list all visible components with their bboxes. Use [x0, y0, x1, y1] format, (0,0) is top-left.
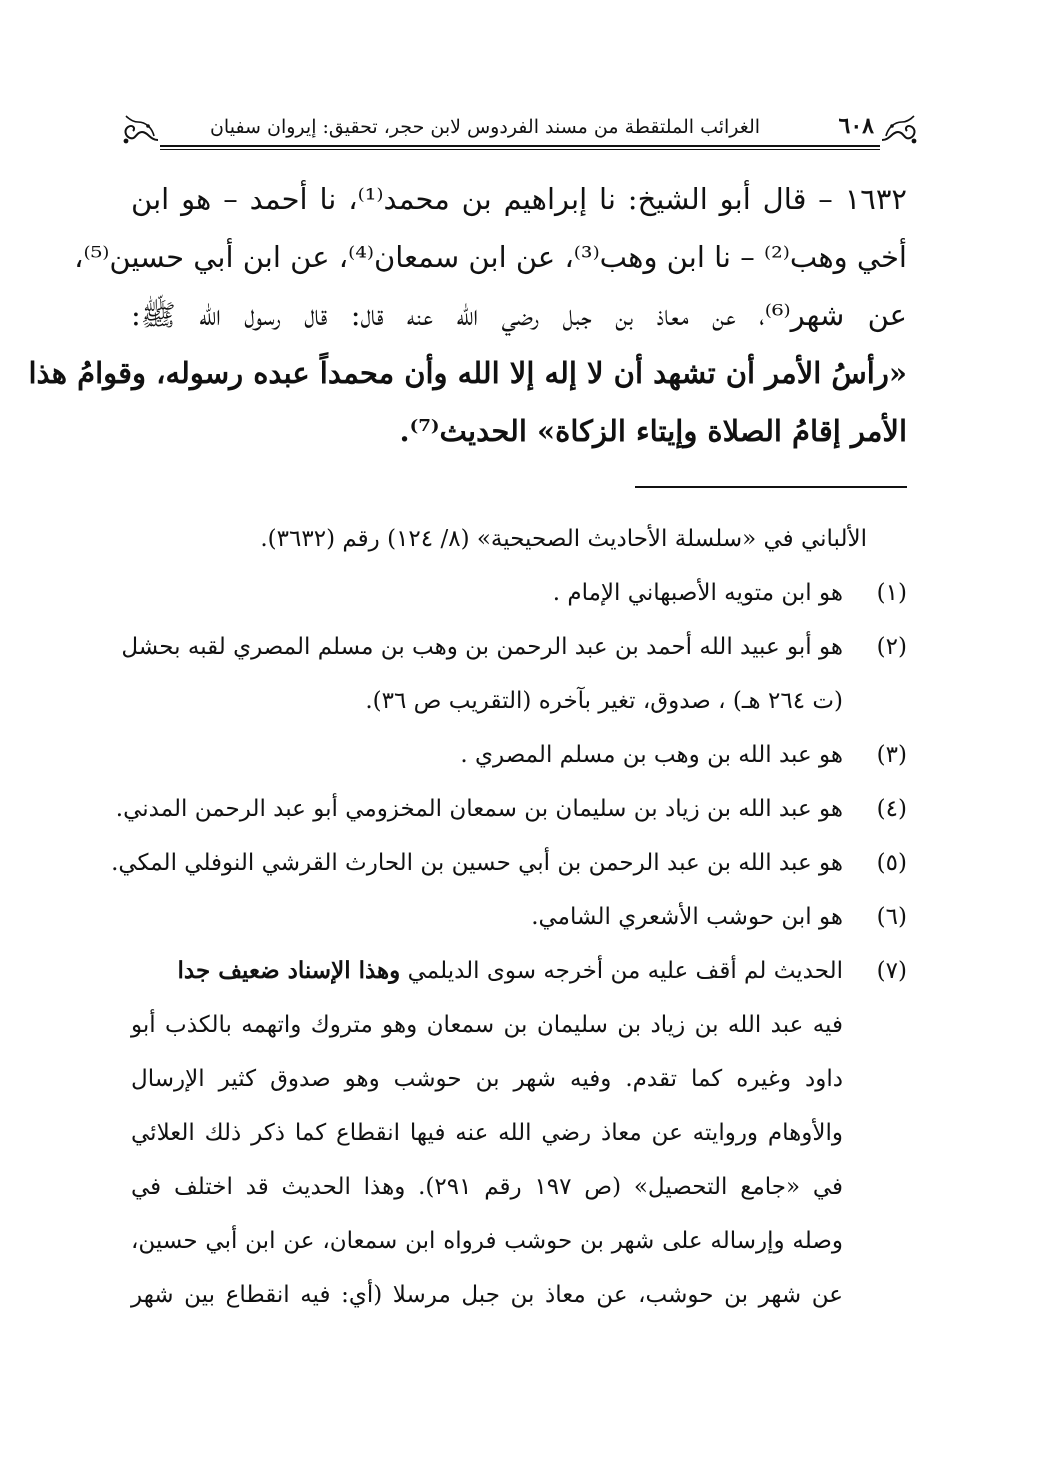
running-title: الغرائب الملتقطة من مسند الفردوس لابن حجر، تحقيق: إيروان سفيان: [209, 116, 761, 138]
footnote-text: هو عبد الله بن عبد الرحمن بن أبي حسين بن الحارث القرشي النوفلي المكي.: [111, 850, 843, 876]
footnote-7: [131, 944, 907, 998]
footnote-text: في «جامع التحصيل» (ص ١٩٧ رقم ٢٩١). وهذا الحديث قد اختلف في: [131, 1174, 844, 1200]
footnote-text: عن شهر بن حوشب، عن معاذ بن جبل مرسلا (أي: فيه انقطاع بين شهر: [131, 1282, 843, 1308]
footnote-verdict: وهذا الإسناد ضعيف جدا: [177, 957, 401, 984]
footnote-number: (٤): [876, 796, 907, 822]
footnote-number: (٧): [876, 958, 907, 984]
text-line: أخي وهب⁽²⁾ – نا ابن وهب⁽³⁾، عن ابن سمعان⁽⁴⁾، عن ابن أبي حسين⁽⁵⁾،: [74, 240, 907, 274]
footnote-text: وصله وإرساله على شهر بن حوشب فرواه ابن سمعان، عن ابن أبي حسين،: [131, 1228, 843, 1254]
footnote-number: (٦): [876, 904, 907, 930]
footnote-number: (٢): [876, 634, 907, 660]
footnote-text: هو عبد الله بن وهب بن مسلم المصري .: [460, 742, 843, 768]
footnote-text: (ت ٢٦٤ هـ) ، صدوق، تغير بآخره (التقريب ص ٣٦).: [365, 688, 843, 714]
text-line: عن شهر⁽⁶⁾، عن معاذ بن جبل رضي الله عنه قال: قال رسول الله ﷺ:: [131, 298, 907, 332]
footnote-text: الحديث لم أقف عليه من أخرجه سوى الديلمي وهذا الإسناد ضعيف جدا: [177, 957, 843, 984]
footnote-4: [115, 782, 907, 836]
hadith-text-line: «رأسُ الأمر أن تشهد أن لا إله إلا الله وأن محمداً عبده رسوله، وقوامُ هذا: [28, 356, 907, 390]
text-line: ١٦٣٢ – قال أبو الشيخ: نا إبراهيم بن محمد⁽¹⁾، نا أحمد – هو ابن: [131, 182, 907, 216]
footnote-text: هو عبد الله بن زياد بن سليمان بن سمعان المخزومي أبو عبد الرحمن المدني.: [115, 796, 843, 822]
footnote-7-cont: [131, 998, 907, 1052]
footnote-2: [121, 620, 907, 674]
footnote-2-cont: [131, 674, 907, 728]
footnote-7-cont: [131, 1214, 907, 1268]
footnote-5: [111, 836, 907, 890]
footnote-continuation: الألباني في «سلسلة الأحاديث الصحيحية» (٨/ ١٢٤) رقم (٣٦٣٢).: [260, 526, 867, 552]
main-text: [28, 170, 907, 460]
footnote-7-cont: [131, 1268, 907, 1322]
footnote-7-cont: [131, 1052, 907, 1106]
footnote-number: (٣): [876, 742, 907, 768]
footnote-3: [131, 728, 907, 782]
footnote-number: (١): [876, 580, 907, 606]
footnote-6: [131, 890, 907, 944]
footnote-text: فيه عبد الله بن زياد بن سليمان بن سمعان وهو متروك واتهمه بالكذب أبو: [131, 1012, 843, 1038]
footnote-1: [131, 566, 907, 620]
flourish-ornament-icon: [880, 114, 920, 146]
footnote-text: هو أبو عبيد الله أحمد بن عبد الرحمن بن وهب بن مسلم المصري لقبه بحشل: [121, 634, 843, 660]
footnote-text: هو ابن حوشب الأشعري الشامي.: [531, 904, 843, 930]
footnote-number: (٥): [876, 850, 907, 876]
footnote-7-cont: [131, 1160, 907, 1214]
running-header: [120, 104, 920, 150]
footnotes: [111, 512, 907, 1322]
hadith-text-line: الأمر إقامُ الصلاة وإيتاء الزكاة» الحديث⁽⁷⁾.: [399, 414, 907, 448]
footnote-separator: [635, 486, 907, 488]
header-rule: [160, 145, 880, 150]
footnote-text: داود وغيره كما تقدم. وفيه شهر بن حوشب وهو صدوق كثير الإرسال: [131, 1066, 843, 1092]
flourish-ornament-icon: [120, 114, 160, 146]
footnote-text: هو ابن متويه الأصبهاني الإمام .: [552, 580, 843, 606]
footnote-7-cont: [131, 1106, 907, 1160]
footnote-text: والأوهام وروايته عن معاذ رضي الله عنه فيها انقطاع كما ذكر ذلك العلائي: [131, 1120, 843, 1146]
page-number: ٦٠٨: [838, 113, 874, 139]
